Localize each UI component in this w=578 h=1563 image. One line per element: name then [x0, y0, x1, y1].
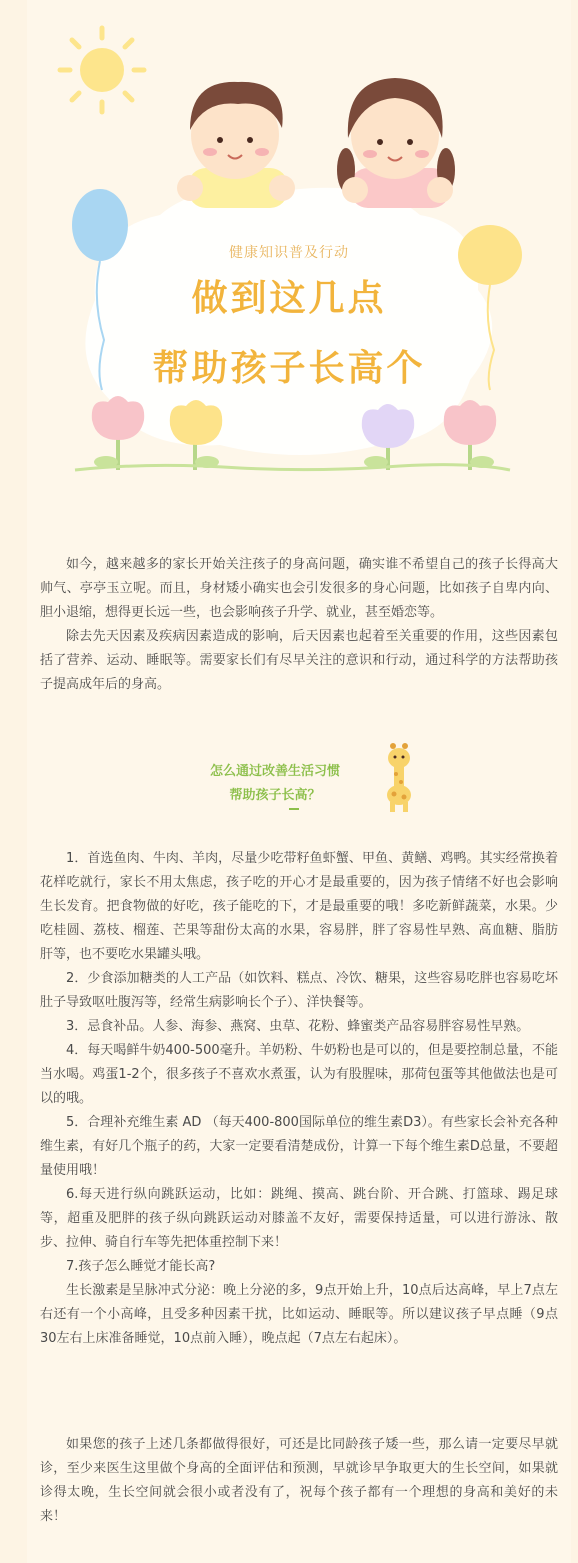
tip-paragraph: 5．合理补充维生素 AD （每天400-800国际单位的维生素D3）。有些家长会补充各种维生素，有好几个瓶子的药，大家一定要看清楚成份，计算一下每个维生素D总量，不要超量使用哦！ — [40, 1115, 558, 1178]
closing-paragraph: 如果您的孩子上述几条都做得很好，可还是比同龄孩子矮一些，那么请一定要尽早就诊，至少来医生这里做个身高的全面评估和预测，早就诊早争取更大的生长空间，如果就诊得太晚，生长空间就会很小或者没有了，祝每个孩子都有一个理想的身高和美好的未来！ — [40, 1437, 558, 1524]
boy-character — [177, 82, 295, 208]
yellow-flower-icon — [170, 400, 222, 470]
tip-paragraph: 2．少食添加糖类的人工产品（如饮料、糕点、冷饮、糖果，这些容易吃胖也容易吃坏肚子导致呕吐腹泻等，经常生病影响长个子）、洋快餐等。 — [40, 971, 558, 1010]
intro-paragraph: 除去先天因素及疾病因素造成的影响，后天因素也起着至关重要的作用，这些因素包括了营养、运动、睡眠等。需要家长们有尽早关注的意识和行动，通过科学的方法帮助孩子提高成年后的身高。 — [40, 629, 558, 692]
intro-text — [40, 553, 558, 697]
pink-flower-icon-right — [444, 400, 496, 470]
hero-banner — [0, 0, 578, 520]
section-heading-line1: 怎么通过改善生活习惯 — [209, 764, 340, 779]
tip-paragraph: 6.每天进行纵向跳跃运动，比如：跳绳、摸高、跳台阶、开合跳、打篮球、踢足球等，超重及肥胖的孩子纵向跳跃运动对膝盖不友好，需要保持适量，可以进行游泳、散步、拉伸、骑自行车等先把体重控制下来！ — [40, 1187, 558, 1250]
girl-character — [337, 78, 455, 208]
purple-flower-icon — [362, 404, 414, 470]
tip-paragraph: 1．首选鱼肉、牛肉、羊肉，尽量少吃带籽鱼虾蟹、甲鱼、黄鳝、鸡鸭。其实经常换着花样吃就行，家长不用太焦虑，孩子吃的开心才是最重要的，因为孩子情绪不好也会影响生长发育。把食物做的好吃，孩子能吃的下，才是最重要的哦！多吃新鲜蔬菜，水果。少吃桂圆、荔枝、榴莲、芒果等甜份太高的水果，容易胖，胖了容易性早熟、高血糖、脂肪肝等，也不要吃水果罐头哦。 — [40, 851, 558, 962]
grass-line — [75, 465, 510, 470]
section-heading-line2: 帮助孩子长高？ — [229, 788, 321, 803]
hero-title-line2: 帮助孩子长高个 — [152, 348, 426, 389]
cloud-board — [85, 188, 492, 455]
hero-title-line1: 做到这几点 — [191, 278, 387, 319]
tip-paragraph: 7.孩子怎么睡觉才能长高? — [66, 1259, 216, 1274]
giraffe-icon — [380, 740, 420, 815]
intro-paragraph: 如今，越来越多的家长开始关注孩子的身高问题，确实谁不希望自己的孩子长得高大帅气、亭亭玉立呢。而且，身材矮小确实也会引发很多的身心问题，比如孩子自卑内向、胆小退缩，想得更长远一些，也会影响孩子升学、就业，甚至婚恋等。 — [40, 557, 558, 620]
tips-text — [40, 847, 558, 1351]
section-divider — [289, 808, 299, 810]
tip-paragraph: 生长激素是呈脉冲式分泌：晚上分泌的多，9点开始上升，10点后达高峰，早上7点左右还有一个小高峰，且受多种因素干扰，比如运动、睡眠等。所以建议孩子早点睡（9点30左右上床准备睡觉，10点前入睡），晚点起（7点左右起床）。 — [40, 1283, 558, 1346]
sun-icon — [60, 28, 144, 112]
pink-flower-icon — [92, 396, 144, 470]
hero-subtitle: 健康知识普及行动 — [229, 245, 349, 261]
tip-paragraph: 3．忌食补品。人参、海参、燕窝、虫草、花粉、蜂蜜类产品容易胖容易性早熟。 — [66, 1019, 530, 1034]
closing-text — [40, 1433, 558, 1529]
tip-paragraph: 4．每天喝鲜牛奶400-500毫升。羊奶粉、牛奶粉也是可以的，但是要控制总量，不能当水喝。鸡蛋1-2个，很多孩子不喜欢水煮蛋，认为有股腥味，那荷包蛋等其他做法也是可以的哦。 — [40, 1043, 558, 1106]
section-heading — [150, 760, 400, 808]
